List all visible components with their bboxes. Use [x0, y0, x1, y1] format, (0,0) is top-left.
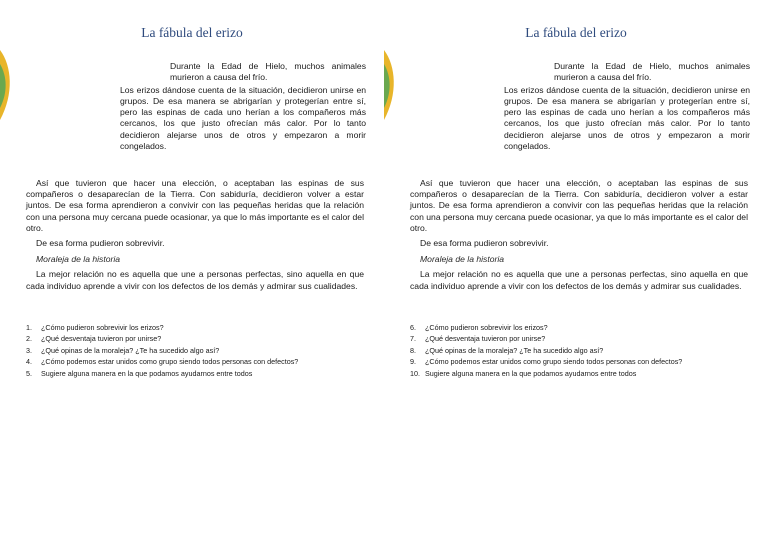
question-number: 10. — [410, 368, 420, 378]
question-item — [26, 322, 366, 333]
question-number: 7. — [410, 334, 416, 344]
story-body — [26, 178, 364, 292]
question-item — [26, 333, 366, 344]
question-item — [410, 322, 750, 333]
leaf-decoration-icon — [0, 42, 14, 126]
body-paragraph: De esa forma pudieron sobrevivir. — [36, 238, 165, 249]
question-number: 6. — [410, 323, 416, 332]
page-title: La fábula del erizo — [141, 25, 243, 40]
question-text: ¿Cómo podemos estar unidos como grupo siendo todos personas con defectos? — [41, 357, 299, 367]
intro-paragraph: Los erizos dándose cuenta de la situación, decidieron unirse en grupos. De esa manera se abrigarían y protegerían entre sí, pero las espinas de cada uno herían a los compañeros más cercanos, los que justo ofrecían más calor. Por lo tanto decidieron alejarse unos de otros y empezaron a morir congelados. — [120, 85, 366, 151]
body-paragraph: La mejor relación no es aquella que une a personas perfectas, sino aquella en que cada individuo aprende a vivir con los defectos de los demás y admirar sus cualidades. — [410, 269, 748, 291]
body-paragraph: Así que tuvieron que hacer una elección, o aceptaban las espinas de sus compañeros o desaparecían de la Tierra. Con sabiduría, decidieron volver a estar juntos. De esa forma aprendieron a convivir con las pequeñas heridas que la relación con una persona muy cercana puede ocasionar, ya que lo más importante es el calor del otro. — [26, 178, 364, 233]
question-text: ¿Qué opinas de la moraleja? ¿Te ha sucedido algo así? — [425, 345, 604, 355]
leaf-decoration-icon — [384, 42, 398, 126]
question-number: 9. — [410, 357, 416, 367]
question-number: 3. — [26, 345, 32, 355]
question-number: 8. — [410, 345, 416, 355]
intro-text — [120, 61, 366, 152]
moral-heading: Moraleja de la historia — [36, 254, 121, 265]
page-right — [384, 0, 768, 543]
question-text: Sugiere alguna manera en la que podamos ayudarnos entre todos — [41, 368, 253, 378]
question-item — [26, 368, 366, 379]
question-text: ¿Qué opinas de la moraleja? ¿Te ha sucedido algo así? — [41, 345, 220, 355]
intro-paragraph: Los erizos dándose cuenta de la situación, decidieron unirse en grupos. De esa manera se abrigarían y protegerían entre sí, pero las espinas de cada uno herían a los compañeros más cercanos, los que justo ofrecían más calor. Por lo tanto decidieron alejarse unos de otros y empezaron a morir congelados. — [504, 85, 750, 151]
intro-paragraph: Durante la Edad de Hielo, muchos animales murieron a causa del frío. — [170, 61, 366, 83]
question-text: ¿Qué desventaja tuvieron por unirse? — [425, 334, 546, 344]
question-item — [410, 368, 750, 379]
question-text: Sugiere alguna manera en la que podamos ayudarnos entre todos — [425, 368, 637, 378]
question-number: 1. — [26, 323, 32, 332]
intro-text — [504, 61, 750, 152]
body-paragraph: Así que tuvieron que hacer una elección, o aceptaban las espinas de sus compañeros o desaparecían de la Tierra. Con sabiduría, decidieron volver a estar juntos. De esa forma aprendieron a convivir con las pequeñas heridas que la relación con una persona muy cercana puede ocasionar, ya que lo más importante es el calor del otro. — [410, 178, 748, 233]
story-body — [410, 178, 748, 292]
question-item — [410, 345, 750, 356]
question-text: ¿Cómo podemos estar unidos como grupo siendo todos personas con defectos? — [425, 357, 683, 367]
question-text: ¿Cómo pudieron sobrevivir los erizos? — [425, 323, 548, 332]
intro-paragraph: Durante la Edad de Hielo, muchos animales murieron a causa del frío. — [554, 61, 750, 83]
question-item — [26, 356, 366, 367]
question-item — [410, 356, 750, 367]
page-title: La fábula del erizo — [525, 25, 627, 40]
question-number: 4. — [26, 357, 32, 367]
question-text: ¿Qué desventaja tuvieron por unirse? — [41, 334, 162, 344]
question-number: 2. — [26, 334, 32, 344]
moral-heading: Moraleja de la historia — [420, 254, 505, 265]
question-number: 5. — [26, 368, 32, 378]
question-text: ¿Cómo pudieron sobrevivir los erizos? — [41, 323, 164, 332]
body-paragraph: La mejor relación no es aquella que une a personas perfectas, sino aquella en que cada individuo aprende a vivir con los defectos de los demás y admirar sus cualidades. — [26, 269, 364, 291]
questions-list — [26, 322, 366, 379]
question-item — [410, 333, 750, 344]
body-paragraph: De esa forma pudieron sobrevivir. — [420, 238, 549, 249]
questions-list — [410, 322, 750, 379]
question-item — [26, 345, 366, 356]
